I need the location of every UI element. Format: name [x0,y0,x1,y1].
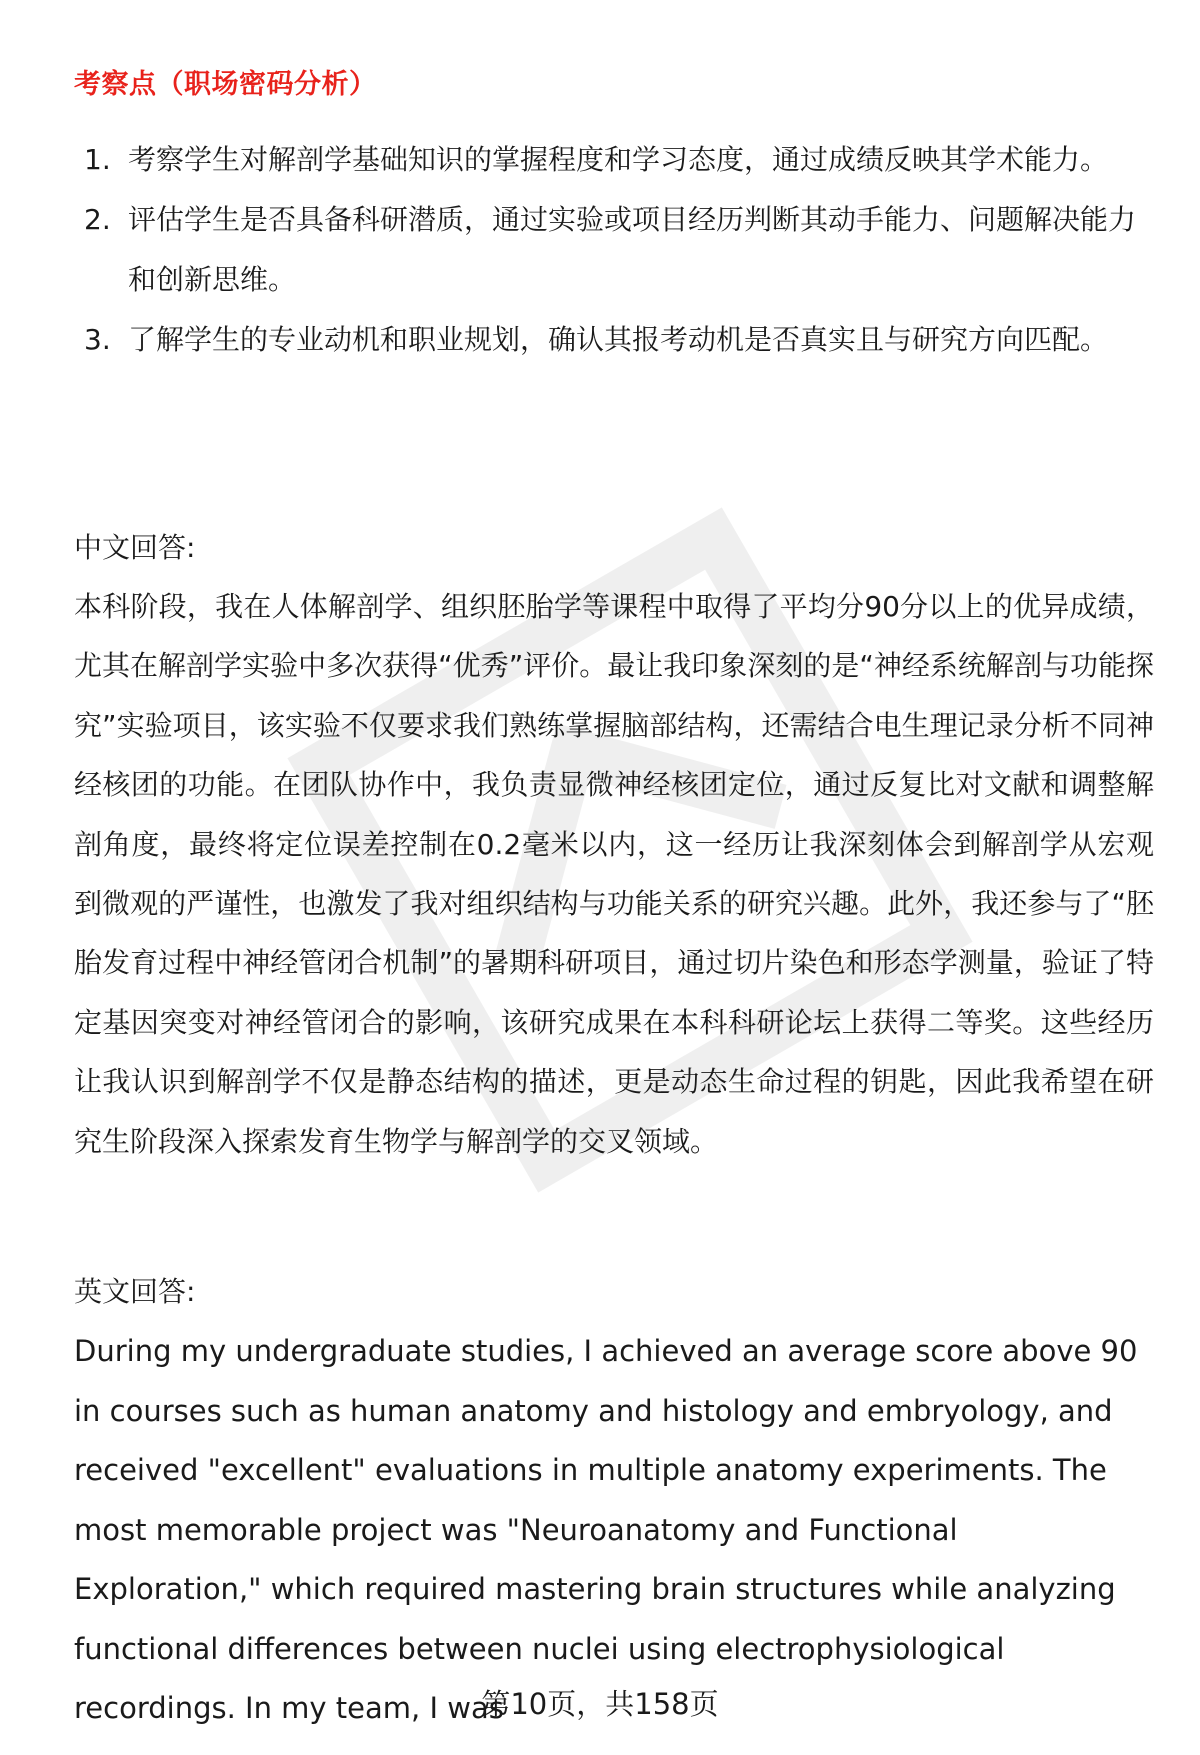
english-answer-heading: 英文回答: [74,1275,196,1308]
list-item-text: 评估学生是否具备科研潜质，通过实验或项目经历判断其动手能力、问题解决能力和创新思维。 [128,203,1137,296]
list-item-text: 考察学生对解剖学基础知识的掌握程度和学习态度，通过成绩反映其学术能力。 [128,143,1109,176]
english-answer-body: During my undergraduate studies, I achieved an average score above 90 in courses such as human anatomy and histology and embryology, and received "excellent" evaluations in multiple anatomy experiments. The most memorable project was "Neuroanatomy and Functional Exploration," which required mastering brain structures while analyzing functional differences between nuclei using electrophysiological recordings. In my team, I was [74,1334,1138,1725]
list-item-number: 2. [84,203,111,236]
list-item [74,310,1154,370]
list-item-text: 了解学生的专业动机和职业规划，确认其报考动机是否真实且与研究方向匹配。 [128,323,1109,356]
list-item-number: 1. [84,143,111,176]
list-item [74,130,1154,190]
chinese-answer-heading: 中文回答: [74,531,196,564]
section-title: 考察点（职场密码分析） [74,69,377,100]
list-item-number: 3. [84,323,111,356]
assessment-points-list [74,130,1154,370]
page-number: 第10页，共158页 [481,1687,719,1721]
list-item [74,190,1154,310]
chinese-answer-body: 本科阶段，我在人体解剖学、组织胚胎学等课程中取得了平均分90分以上的优异成绩，尤其在解剖学实验中多次获得“优秀”评价。最让我印象深刻的是“神经系统解剖与功能探究”实验项目，该实验不仅要求我们熟练掌握脑部结构，还需结合电生理记录分析不同神经核团的功能。在团队协作中，我负责显微神经核团定位，通过反复比对文献和调整解剖角度，最终将定位误差控制在0.2毫米以内，这一经历让我深刻体会到解剖学从宏观到微观的严谨性，也激发了我对组织结构与功能关系的研究兴趣。此外，我还参与了“胚胎发育过程中神经管闭合机制”的暑期科研项目，通过切片染色和形态学测量，验证了特定基因突变对神经管闭合的影响，该研究成果在本科科研论坛上获得二等奖。这些经历让我认识到解剖学不仅是静态结构的描述，更是动态生命过程的钥匙，因此我希望在研究生阶段深入探索发育生物学与解剖学的交叉领域。 [74,590,1154,1158]
